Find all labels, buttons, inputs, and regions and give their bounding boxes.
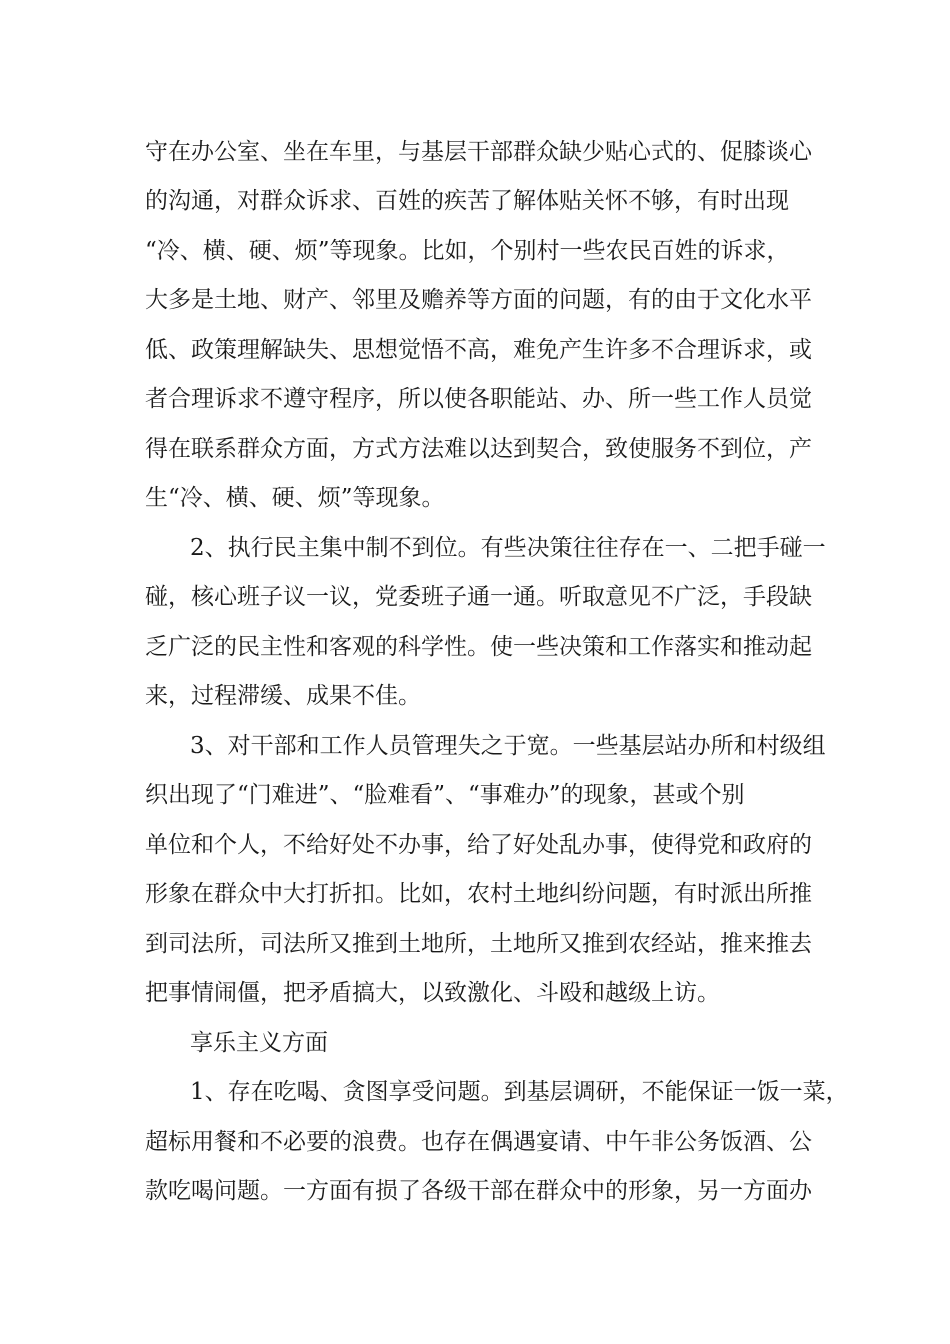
text-line: 者合理诉求不遵守程序，所以使各职能站、办、所一些工作人员觉 <box>145 386 812 412</box>
text-line: 形象在群众中大打折扣。比如，农村土地纠纷问题，有时派出所推 <box>145 881 812 907</box>
text-line: 乏广泛的民主性和客观的科学性。使一些决策和工作落实和推动起 <box>145 634 812 660</box>
text-line: 款吃喝问题。一方面有损了各级干部在群众中的形象，另一方面办 <box>145 1178 812 1204</box>
text-line: 守在办公室、坐在车里，与基层干部群众缺少贴心式的、促膝谈心 <box>145 139 812 165</box>
paragraph-first-line: 3、对干部和工作人员管理失之于宽。一些基层站办所和村级组 <box>190 733 826 759</box>
text-line: 得在联系群众方面，方式方法难以达到契合，致使服务不到位，产 <box>145 436 812 462</box>
text-line: 到司法所，司法所又推到土地所，土地所又推到农经站，推来推去 <box>145 931 812 957</box>
text-line: 碰，核心班子议一议，党委班子通一通。听取意见不广泛，手段缺 <box>145 584 812 610</box>
text-line: 单位和个人，不给好处不办事，给了好处乱办事，使得党和政府的 <box>145 832 812 858</box>
section-heading: 享乐主义方面 <box>190 1030 328 1056</box>
text-line: 把事情闹僵，把矛盾搞大，以致激化、斗殴和越级上访。 <box>145 980 720 1006</box>
text-line: 大多是土地、财产、邻里及赡养等方面的问题，有的由于文化水平 <box>145 287 812 313</box>
text-line: 超标用餐和不必要的浪费。也存在偶遇宴请、中午非公务饭酒、公 <box>145 1129 812 1155</box>
paragraph-first-line: 2、执行民主集中制不到位。有些决策往往存在一、二把手碰一 <box>190 535 826 561</box>
text-line: “冷、横、硬、烦”等现象。比如，个别村一些农民百姓的诉求， <box>145 238 790 264</box>
text-line: 织出现了“门难进”、“脸难看”、“事难办”的现象，甚或个别 <box>145 782 745 808</box>
text-line: 生“冷、横、硬、烦”等现象。 <box>145 485 445 511</box>
paragraph-first-line: 1、存在吃喝、贪图享受问题。到基层调研，不能保证一饭一菜， <box>190 1079 849 1105</box>
text-line: 低、政策理解缺失、思想觉悟不高，难免产生许多不合理诉求，或 <box>145 337 812 363</box>
text-line: 的沟通，对群众诉求、百姓的疾苦了解体贴关怀不够，有时出现 <box>145 188 789 214</box>
text-line: 来，过程滞缓、成果不佳。 <box>145 683 421 709</box>
